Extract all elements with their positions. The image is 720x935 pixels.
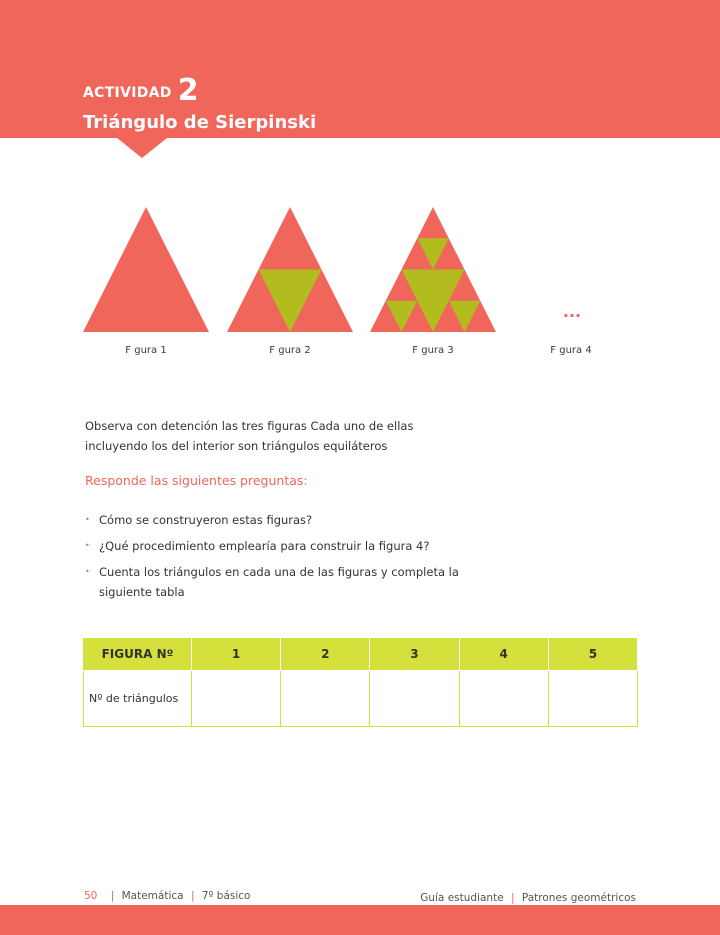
answer-cell[interactable] <box>459 671 548 727</box>
question-text: Cuenta los triángulos en cada una de las figuras y completa la siguiente tabla <box>99 565 459 599</box>
bullet-icon: • <box>85 515 90 524</box>
table-row-label: Nº de triángulos <box>84 671 192 727</box>
question-item <box>85 536 465 556</box>
answer-cell[interactable] <box>281 671 370 727</box>
answer-cell[interactable] <box>192 671 281 727</box>
answer-cell[interactable] <box>370 671 459 727</box>
footer-subject: Matemática <box>121 890 184 902</box>
figure-4-ellipsis: ... <box>562 302 582 321</box>
activity-number: 2 <box>177 73 199 108</box>
figure-3-caption: F gura 3 <box>412 345 454 356</box>
question-item <box>85 562 465 602</box>
table-header-cell: 1 <box>192 638 281 671</box>
footer-separator: | <box>511 892 515 904</box>
questions-list <box>85 510 465 608</box>
footer-guide: Guía estudiante <box>420 892 504 904</box>
bullet-icon: • <box>85 541 90 550</box>
activity-label <box>83 70 199 108</box>
table-row <box>84 671 638 727</box>
sierpinski-figures <box>0 195 720 335</box>
footer-right <box>420 892 636 904</box>
figure-1-triangle <box>83 207 209 332</box>
figure-4-caption: F gura 4 <box>550 345 592 356</box>
table-header-figure: FIGURA Nº <box>84 638 192 671</box>
question-text: ¿Qué procedimiento emplearía para construir la figura 4? <box>99 539 430 553</box>
table-header-cell: 4 <box>459 638 548 671</box>
page-number: 50 <box>84 890 98 902</box>
footer-left <box>84 890 250 902</box>
questions-heading: Responde las siguientes preguntas: <box>85 473 308 488</box>
table-header-cell: 5 <box>548 638 637 671</box>
bullet-icon: • <box>85 567 90 576</box>
footer-topic: Patrones geométricos <box>521 892 636 904</box>
triangle-count-table <box>83 637 638 727</box>
table-header-cell: 3 <box>370 638 459 671</box>
question-text: Cómo se construyeron estas figuras? <box>99 513 313 527</box>
footer-band <box>0 905 720 935</box>
question-item <box>85 510 465 530</box>
footer-grade: 7º básico <box>201 890 251 902</box>
footer-separator: | <box>190 890 195 902</box>
activity-word: ACTIVIDAD <box>83 85 172 101</box>
header-notch <box>117 138 167 158</box>
activity-title: Triángulo de Sierpinski <box>83 112 317 133</box>
footer-separator: | <box>110 890 115 902</box>
figure-2-caption: F gura 2 <box>269 345 311 356</box>
intro-paragraph: Observa con detención las tres figuras Cada uno de ellas incluyendo los del interior son triángulos equiláteros <box>85 419 414 453</box>
table-header-cell: 2 <box>281 638 370 671</box>
figure-1-caption: F gura 1 <box>125 345 167 356</box>
answer-cell[interactable] <box>548 671 637 727</box>
table-header-row <box>84 638 638 671</box>
